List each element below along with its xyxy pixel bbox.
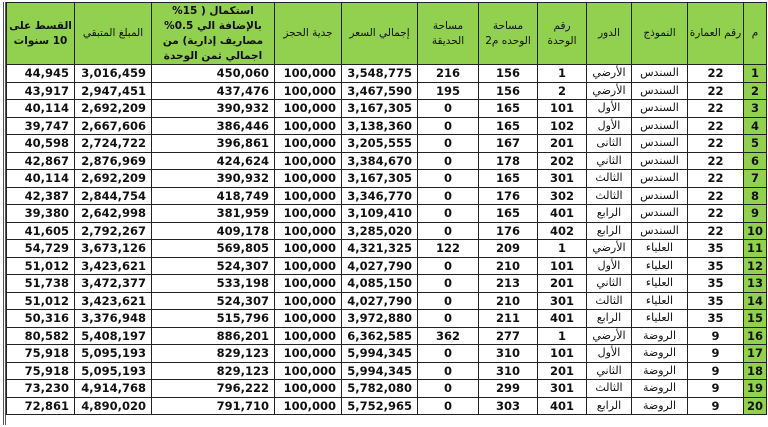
cell-installment[interactable]: 51,012 [7, 257, 75, 275]
cell-installment[interactable]: 40,114 [7, 100, 75, 118]
cell-floor[interactable]: الثاني [587, 152, 632, 170]
cell-building-no[interactable]: 22 [688, 65, 744, 83]
cell-unit-no[interactable]: 1 [538, 327, 587, 345]
cell-index[interactable]: 12 [744, 257, 767, 275]
cell-garden-area[interactable]: 0 [418, 397, 479, 415]
cell-unit-no[interactable]: 201 [538, 275, 587, 293]
cell-index[interactable]: 5 [744, 135, 767, 153]
cell-index[interactable]: 7 [744, 170, 767, 188]
cell-unit-area[interactable]: 165 [479, 100, 538, 118]
cell-model[interactable]: السندس [632, 152, 688, 170]
cell-booking[interactable]: 100,000 [275, 135, 342, 153]
cell-completion[interactable]: 381,959 [152, 205, 275, 223]
cell-building-no[interactable]: 22 [688, 205, 744, 223]
cell-model[interactable]: السندس [632, 82, 688, 100]
cell-unit-no[interactable]: 101 [538, 345, 587, 363]
cell-completion[interactable]: 829,123 [152, 345, 275, 363]
header-remaining[interactable]: المبلغ المتبقي [75, 3, 152, 65]
cell-completion[interactable]: 569,805 [152, 240, 275, 258]
table-row [7, 135, 767, 153]
cell-model[interactable]: الروضة [632, 362, 688, 380]
cell-completion[interactable]: 437,476 [152, 82, 275, 100]
cell-floor[interactable]: الرابع [587, 222, 632, 240]
cell-building-no[interactable]: 9 [688, 362, 744, 380]
cell-total-price[interactable]: 3,972,880 [342, 310, 418, 328]
table-row [7, 292, 767, 310]
cell-floor[interactable]: الثالث [587, 170, 632, 188]
cell-floor[interactable]: الرابع [587, 310, 632, 328]
table-row [7, 327, 767, 345]
cell-remaining[interactable]: 2,724,722 [75, 135, 152, 153]
table-row [7, 65, 767, 83]
cell-completion[interactable]: 524,307 [152, 257, 275, 275]
cell-unit-area[interactable]: 165 [479, 170, 538, 188]
cell-installment[interactable]: 75,918 [7, 345, 75, 363]
cell-completion[interactable]: 796,222 [152, 380, 275, 398]
cell-index[interactable]: 14 [744, 292, 767, 310]
cell-booking[interactable]: 100,000 [275, 100, 342, 118]
cell-model[interactable]: الروضة [632, 397, 688, 415]
cell-unit-area[interactable]: 176 [479, 187, 538, 205]
cell-floor[interactable]: الأول [587, 257, 632, 275]
cell-index[interactable]: 16 [744, 327, 767, 345]
table-row [7, 152, 767, 170]
cell-booking[interactable]: 100,000 [275, 222, 342, 240]
cell-total-price[interactable]: 3,109,410 [342, 205, 418, 223]
cell-unit-no[interactable]: 101 [538, 257, 587, 275]
cell-total-price[interactable]: 3,467,590 [342, 82, 418, 100]
cell-unit-area[interactable]: 176 [479, 222, 538, 240]
cell-floor[interactable]: الثالث [587, 292, 632, 310]
cell-unit-no[interactable]: 301 [538, 292, 587, 310]
cell-garden-area[interactable]: 362 [418, 327, 479, 345]
cell-building-no[interactable]: 22 [688, 82, 744, 100]
cell-total-price[interactable]: 4,027,790 [342, 292, 418, 310]
cell-unit-area[interactable]: 165 [479, 205, 538, 223]
cell-unit-no[interactable]: 302 [538, 187, 587, 205]
cell-total-price[interactable]: 3,548,775 [342, 65, 418, 83]
cell-completion[interactable]: 524,307 [152, 292, 275, 310]
cell-building-no[interactable]: 9 [688, 345, 744, 363]
cell-total-price[interactable]: 4,085,150 [342, 275, 418, 293]
cell-installment[interactable]: 44,945 [7, 65, 75, 83]
spreadsheet-sheet [3, 2, 765, 425]
cell-floor[interactable]: الثالث [587, 187, 632, 205]
cell-floor[interactable]: الأول [587, 100, 632, 118]
cell-installment[interactable]: 42,867 [7, 152, 75, 170]
cell-total-price[interactable]: 3,384,670 [342, 152, 418, 170]
cell-floor[interactable]: الثاني [587, 362, 632, 380]
table-row [7, 397, 767, 415]
table-row [7, 362, 767, 380]
cell-floor[interactable]: الثانى [587, 135, 632, 153]
cell-booking[interactable]: 100,000 [275, 82, 342, 100]
cell-unit-area[interactable]: 209 [479, 240, 538, 258]
cell-booking[interactable]: 100,000 [275, 345, 342, 363]
cell-installment[interactable]: 41,605 [7, 222, 75, 240]
cell-model[interactable]: السندس [632, 65, 688, 83]
cell-total-price[interactable]: 3,205,555 [342, 135, 418, 153]
header-completion[interactable]: استكمال ( 15% بالإضافة الي 0.5% مصاريف إدارية) من اجمالي ثمن الوحدة [152, 3, 275, 65]
cell-unit-area[interactable]: 310 [479, 345, 538, 363]
table-row [7, 310, 767, 328]
cell-total-price[interactable]: 6,362,585 [342, 327, 418, 345]
cell-unit-area[interactable]: 211 [479, 310, 538, 328]
cell-index[interactable]: 3 [744, 100, 767, 118]
cell-booking[interactable]: 100,000 [275, 170, 342, 188]
cell-remaining[interactable]: 2,692,209 [75, 170, 152, 188]
cell-remaining[interactable]: 5,095,193 [75, 345, 152, 363]
cell-completion[interactable]: 390,932 [152, 100, 275, 118]
cell-total-price[interactable]: 5,782,080 [342, 380, 418, 398]
header-model[interactable]: النموذج [632, 3, 688, 65]
cell-index[interactable]: 9 [744, 205, 767, 223]
cell-garden-area[interactable]: 122 [418, 240, 479, 258]
table-body [7, 65, 767, 415]
cell-garden-area[interactable]: 0 [418, 362, 479, 380]
cell-model[interactable]: السندس [632, 222, 688, 240]
cell-total-price[interactable]: 3,346,770 [342, 187, 418, 205]
cell-garden-area[interactable]: 0 [418, 100, 479, 118]
cell-index[interactable]: 15 [744, 310, 767, 328]
table-row [7, 222, 767, 240]
cell-floor[interactable]: الأول [587, 345, 632, 363]
cell-remaining[interactable]: 2,667,606 [75, 117, 152, 135]
cell-remaining[interactable]: 2,844,754 [75, 187, 152, 205]
cell-model[interactable]: السندس [632, 170, 688, 188]
cell-unit-area[interactable]: 277 [479, 327, 538, 345]
cell-garden-area[interactable]: 0 [418, 117, 479, 135]
table-row [7, 117, 767, 135]
cell-installment[interactable]: 40,114 [7, 170, 75, 188]
cell-completion[interactable]: 886,201 [152, 327, 275, 345]
cell-total-price[interactable]: 5,994,345 [342, 362, 418, 380]
cell-unit-area[interactable]: 167 [479, 135, 538, 153]
cell-completion[interactable]: 390,932 [152, 170, 275, 188]
cell-unit-no[interactable]: 402 [538, 222, 587, 240]
units-price-table [6, 2, 767, 415]
cell-booking[interactable]: 100,000 [275, 240, 342, 258]
table-row [7, 380, 767, 398]
cell-floor[interactable]: الأرضي [587, 65, 632, 83]
cell-index[interactable]: 11 [744, 240, 767, 258]
cell-garden-area[interactable]: 0 [418, 152, 479, 170]
cell-total-price[interactable]: 4,321,325 [342, 240, 418, 258]
cell-index[interactable]: 18 [744, 362, 767, 380]
cell-building-no[interactable]: 35 [688, 292, 744, 310]
cell-completion[interactable]: 418,749 [152, 187, 275, 205]
cell-installment[interactable]: 39,380 [7, 205, 75, 223]
cell-booking[interactable]: 100,000 [275, 187, 342, 205]
cell-remaining[interactable]: 5,095,193 [75, 362, 152, 380]
cell-total-price[interactable]: 3,138,360 [342, 117, 418, 135]
table-row [7, 170, 767, 188]
cell-unit-area[interactable]: 210 [479, 292, 538, 310]
cell-remaining[interactable]: 2,692,209 [75, 100, 152, 118]
cell-building-no[interactable]: 9 [688, 380, 744, 398]
cell-completion[interactable]: 791,710 [152, 397, 275, 415]
cell-model[interactable]: السندس [632, 117, 688, 135]
cell-building-no[interactable]: 35 [688, 275, 744, 293]
cell-installment[interactable]: 54,729 [7, 240, 75, 258]
cell-model[interactable]: السندس [632, 187, 688, 205]
cell-building-no[interactable]: 22 [688, 222, 744, 240]
cell-remaining[interactable]: 3,472,377 [75, 275, 152, 293]
table-row [7, 275, 767, 293]
cell-floor[interactable]: الرابع [587, 205, 632, 223]
cell-installment[interactable]: 39,747 [7, 117, 75, 135]
cell-unit-no[interactable]: 2 [538, 82, 587, 100]
cell-model[interactable]: الروضة [632, 327, 688, 345]
cell-building-no[interactable]: 22 [688, 117, 744, 135]
cell-unit-no[interactable]: 102 [538, 117, 587, 135]
cell-index[interactable]: 17 [744, 345, 767, 363]
cell-booking[interactable]: 100,000 [275, 257, 342, 275]
cell-unit-no[interactable]: 301 [538, 170, 587, 188]
cell-building-no[interactable]: 22 [688, 187, 744, 205]
cell-building-no[interactable]: 22 [688, 135, 744, 153]
cell-booking[interactable]: 100,000 [275, 275, 342, 293]
cell-garden-area[interactable]: 0 [418, 205, 479, 223]
cell-total-price[interactable]: 5,752,965 [342, 397, 418, 415]
cell-index[interactable]: 2 [744, 82, 767, 100]
cell-building-no[interactable]: 9 [688, 327, 744, 345]
cell-building-no[interactable]: 35 [688, 257, 744, 275]
header-index[interactable]: م [744, 3, 767, 65]
cell-completion[interactable]: 450,060 [152, 65, 275, 83]
cell-unit-area[interactable]: 303 [479, 397, 538, 415]
cell-unit-area[interactable]: 156 [479, 82, 538, 100]
cell-model[interactable]: الروضة [632, 345, 688, 363]
cell-garden-area[interactable]: 0 [418, 380, 479, 398]
cell-installment[interactable]: 51,012 [7, 292, 75, 310]
cell-booking[interactable]: 100,000 [275, 205, 342, 223]
cell-remaining[interactable]: 2,642,998 [75, 205, 152, 223]
cell-completion[interactable]: 386,446 [152, 117, 275, 135]
header-total-price[interactable]: إجمالي السعر [342, 3, 418, 65]
cell-unit-no[interactable]: 101 [538, 100, 587, 118]
cell-model[interactable]: السندس [632, 135, 688, 153]
cell-unit-area[interactable]: 165 [479, 117, 538, 135]
cell-booking[interactable]: 100,000 [275, 117, 342, 135]
cell-unit-no[interactable]: 201 [538, 362, 587, 380]
cell-completion[interactable]: 424,624 [152, 152, 275, 170]
cell-installment[interactable]: 40,598 [7, 135, 75, 153]
header-floor[interactable]: الدور [587, 3, 632, 65]
cell-index[interactable]: 1 [744, 65, 767, 83]
cell-floor[interactable]: الثالث [587, 380, 632, 398]
cell-unit-no[interactable]: 202 [538, 152, 587, 170]
cell-remaining[interactable]: 3,673,126 [75, 240, 152, 258]
cell-garden-area[interactable]: 0 [418, 292, 479, 310]
cell-installment[interactable]: 72,861 [7, 397, 75, 415]
cell-building-no[interactable]: 22 [688, 170, 744, 188]
cell-model[interactable]: العلياء [632, 275, 688, 293]
table-row [7, 100, 767, 118]
cell-unit-no[interactable]: 301 [538, 380, 587, 398]
cell-floor[interactable]: الأول [587, 117, 632, 135]
cell-index[interactable]: 8 [744, 187, 767, 205]
table-row [7, 82, 767, 100]
cell-index[interactable]: 6 [744, 152, 767, 170]
cell-garden-area[interactable]: 216 [418, 65, 479, 83]
cell-total-price[interactable]: 3,285,020 [342, 222, 418, 240]
cell-index[interactable]: 4 [744, 117, 767, 135]
cell-remaining[interactable]: 2,876,969 [75, 152, 152, 170]
cell-unit-no[interactable]: 201 [538, 135, 587, 153]
cell-completion[interactable]: 829,123 [152, 362, 275, 380]
cell-model[interactable]: العلياء [632, 292, 688, 310]
cell-floor[interactable]: الرابع [587, 397, 632, 415]
cell-remaining[interactable]: 3,376,948 [75, 310, 152, 328]
header-installment[interactable]: القسط على 10 سنوات [7, 3, 75, 65]
cell-model[interactable]: السندس [632, 100, 688, 118]
cell-unit-area[interactable]: 213 [479, 275, 538, 293]
cell-garden-area[interactable]: 0 [418, 310, 479, 328]
cell-unit-area[interactable]: 178 [479, 152, 538, 170]
cell-unit-no[interactable]: 401 [538, 205, 587, 223]
cell-model[interactable]: العلياء [632, 257, 688, 275]
cell-unit-area[interactable]: 156 [479, 65, 538, 83]
cell-garden-area[interactable]: 195 [418, 82, 479, 100]
cell-booking[interactable]: 100,000 [275, 327, 342, 345]
cell-index[interactable]: 19 [744, 380, 767, 398]
table-row [7, 205, 767, 223]
cell-index[interactable]: 10 [744, 222, 767, 240]
cell-garden-area[interactable]: 0 [418, 170, 479, 188]
cell-remaining[interactable]: 5,408,197 [75, 327, 152, 345]
cell-building-no[interactable]: 9 [688, 397, 744, 415]
cell-installment[interactable]: 42,387 [7, 187, 75, 205]
cell-index[interactable]: 13 [744, 275, 767, 293]
cell-building-no[interactable]: 35 [688, 310, 744, 328]
cell-remaining[interactable]: 3,016,459 [75, 65, 152, 83]
cell-model[interactable]: السندس [632, 205, 688, 223]
cell-floor[interactable]: الأرضي [587, 327, 632, 345]
header-building-no[interactable]: رقم العمارة [688, 3, 744, 65]
cell-garden-area[interactable]: 0 [418, 257, 479, 275]
cell-building-no[interactable]: 22 [688, 152, 744, 170]
cell-unit-no[interactable]: 401 [538, 397, 587, 415]
cell-unit-area[interactable]: 310 [479, 362, 538, 380]
cell-garden-area[interactable]: 0 [418, 187, 479, 205]
header-unit-area[interactable]: مساحة الوحده م2 [479, 3, 538, 65]
cell-total-price[interactable]: 5,994,345 [342, 345, 418, 363]
cell-installment[interactable]: 50,316 [7, 310, 75, 328]
cell-index[interactable]: 20 [744, 397, 767, 415]
cell-installment[interactable]: 80,582 [7, 327, 75, 345]
table-row [7, 187, 767, 205]
cell-remaining[interactable]: 2,792,267 [75, 222, 152, 240]
cell-unit-no[interactable]: 401 [538, 310, 587, 328]
cell-completion[interactable]: 515,796 [152, 310, 275, 328]
cell-remaining[interactable]: 2,947,451 [75, 82, 152, 100]
cell-garden-area[interactable]: 0 [418, 222, 479, 240]
cell-model[interactable]: الروضة [632, 380, 688, 398]
cell-unit-no[interactable]: 1 [538, 65, 587, 83]
cell-booking[interactable]: 100,000 [275, 310, 342, 328]
cell-completion[interactable]: 533,198 [152, 275, 275, 293]
cell-remaining[interactable]: 3,423,621 [75, 292, 152, 310]
cell-remaining[interactable]: 4,890,020 [75, 397, 152, 415]
cell-installment[interactable]: 43,917 [7, 82, 75, 100]
cell-total-price[interactable]: 3,167,305 [342, 170, 418, 188]
cell-garden-area[interactable]: 0 [418, 135, 479, 153]
table-row [7, 240, 767, 258]
cell-booking[interactable]: 100,000 [275, 65, 342, 83]
cell-booking[interactable]: 100,000 [275, 380, 342, 398]
cell-building-no[interactable]: 35 [688, 240, 744, 258]
header-unit-no[interactable]: رقم الوحدة [538, 3, 587, 65]
table-row [7, 257, 767, 275]
table-row [7, 345, 767, 363]
cell-booking[interactable]: 100,000 [275, 292, 342, 310]
cell-garden-area[interactable]: 0 [418, 275, 479, 293]
cell-installment[interactable]: 75,918 [7, 362, 75, 380]
header-booking[interactable]: جدية الحجز [275, 3, 342, 65]
cell-model[interactable]: العلياء [632, 240, 688, 258]
cell-garden-area[interactable]: 0 [418, 345, 479, 363]
cell-unit-area[interactable]: 210 [479, 257, 538, 275]
cell-unit-no[interactable]: 1 [538, 240, 587, 258]
cell-installment[interactable]: 73,230 [7, 380, 75, 398]
cell-installment[interactable]: 51,738 [7, 275, 75, 293]
header-row [7, 3, 767, 65]
cell-completion[interactable]: 409,178 [152, 222, 275, 240]
cell-unit-area[interactable]: 299 [479, 380, 538, 398]
cell-model[interactable]: العلياء [632, 310, 688, 328]
cell-building-no[interactable]: 22 [688, 100, 744, 118]
header-garden-area[interactable]: مساحة الحديقة [418, 3, 479, 65]
cell-booking[interactable]: 100,000 [275, 397, 342, 415]
cell-booking[interactable]: 100,000 [275, 362, 342, 380]
cell-floor[interactable]: الأرضي [587, 82, 632, 100]
cell-total-price[interactable]: 4,027,790 [342, 257, 418, 275]
cell-remaining[interactable]: 3,423,621 [75, 257, 152, 275]
cell-total-price[interactable]: 3,167,305 [342, 100, 418, 118]
cell-remaining[interactable]: 4,914,768 [75, 380, 152, 398]
cell-floor[interactable]: الأرضي [587, 240, 632, 258]
cell-completion[interactable]: 396,861 [152, 135, 275, 153]
cell-booking[interactable]: 100,000 [275, 152, 342, 170]
cell-floor[interactable]: الثاني [587, 275, 632, 293]
